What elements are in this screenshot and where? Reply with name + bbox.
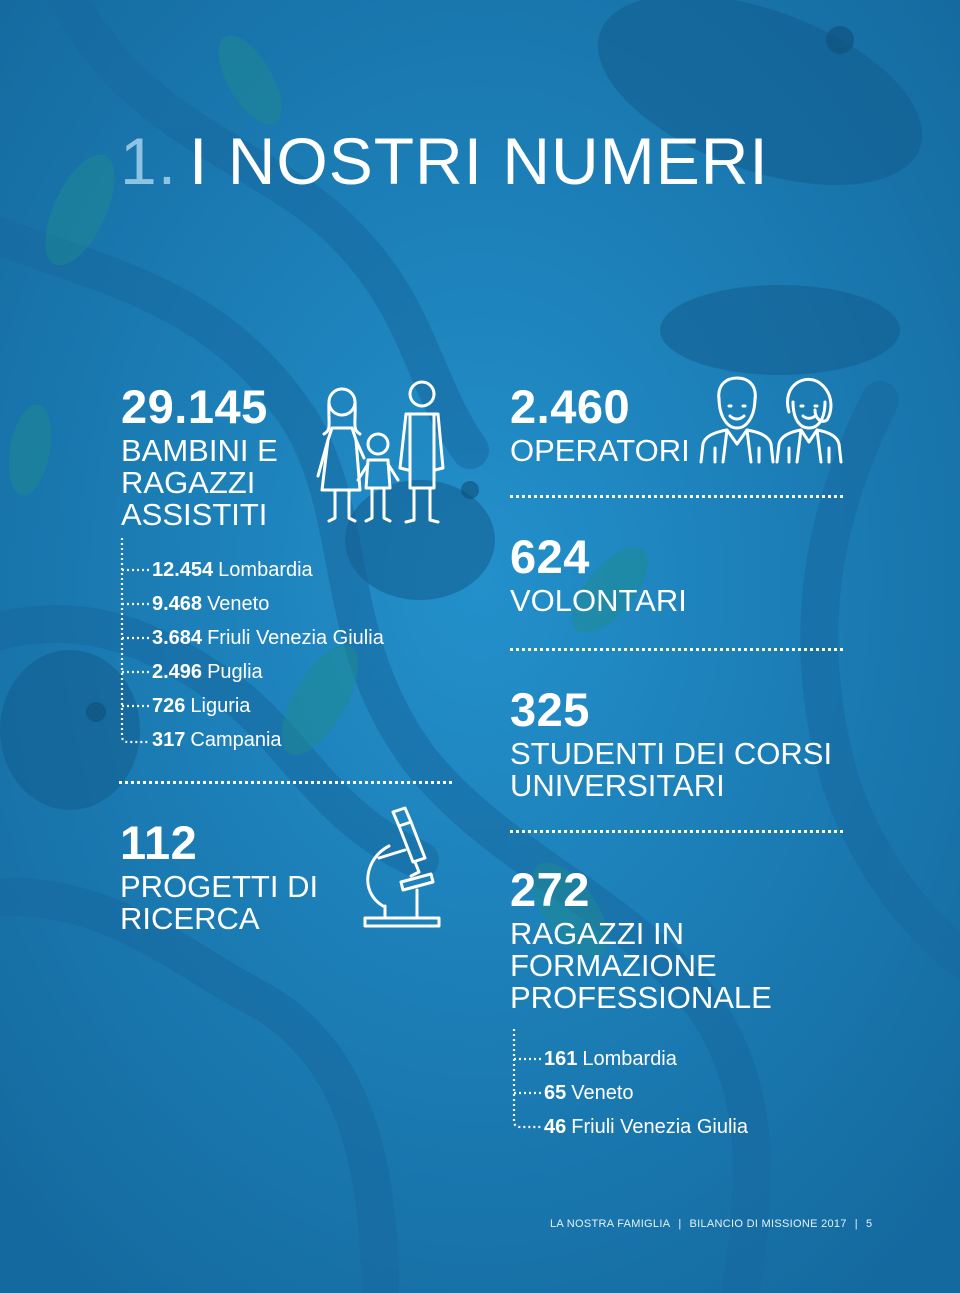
research-value: 112 (120, 816, 198, 869)
children-stat (121, 380, 278, 532)
training-regions-list (512, 1027, 842, 1137)
training-label: RAGAZZI IN FORMAZIONE PROFESSIONALE (510, 916, 772, 1015)
tree-connector (120, 536, 154, 751)
list-item: 161 Lombardia (544, 1048, 677, 1070)
list-item: 317 Campania (152, 729, 282, 751)
children-regions-list (120, 536, 450, 751)
operators-icon (697, 374, 847, 464)
volunteers-stat (510, 530, 687, 618)
family-icon (310, 378, 445, 526)
volunteers-value: 624 (510, 530, 590, 583)
training-value: 272 (510, 863, 590, 916)
operators-stat (510, 380, 690, 468)
children-label: BAMBINI E RAGAZZI ASSISTITI (121, 433, 278, 532)
list-item: 9.468 Veneto (152, 593, 270, 615)
divider (510, 495, 843, 498)
list-item: 46 Friuli Venezia Giulia (544, 1116, 748, 1138)
tree-connector (512, 1027, 546, 1137)
microscope-icon (355, 806, 445, 932)
footer-doc: BILANCIO DI MISSIONE 2017 (689, 1218, 847, 1230)
page-number: 5 (865, 1218, 873, 1230)
training-stat (510, 863, 772, 1015)
students-value: 325 (510, 683, 590, 736)
students-stat (510, 683, 833, 803)
list-item: 3.684 Friuli Venezia Giulia (152, 627, 384, 649)
operators-label: OPERATORI (510, 433, 690, 468)
page-footer (550, 1218, 872, 1230)
footer-org: LA NOSTRA FAMIGLIA (550, 1218, 671, 1230)
section-number: 1. (120, 124, 178, 198)
divider (119, 781, 452, 784)
list-item: 726 Liguria (152, 695, 251, 717)
list-item: 12.454 Lombardia (152, 559, 313, 581)
operators-value: 2.460 (510, 380, 631, 433)
list-item: 2.496 Puglia (152, 661, 263, 683)
page-title (120, 124, 769, 198)
volunteers-label: VOLONTARI (510, 583, 687, 618)
footer-separator: | (678, 1218, 682, 1230)
research-label: PROGETTI DI RICERCA (120, 869, 319, 936)
research-stat (120, 816, 319, 936)
students-label: STUDENTI DEI CORSI UNIVERSITARI (510, 736, 833, 803)
list-item: 65 Veneto (544, 1082, 634, 1104)
divider (510, 830, 843, 833)
footer-separator: | (854, 1218, 858, 1230)
section-title: I NOSTRI NUMERI (189, 124, 769, 198)
children-value: 29.145 (121, 380, 268, 433)
divider (510, 648, 843, 651)
